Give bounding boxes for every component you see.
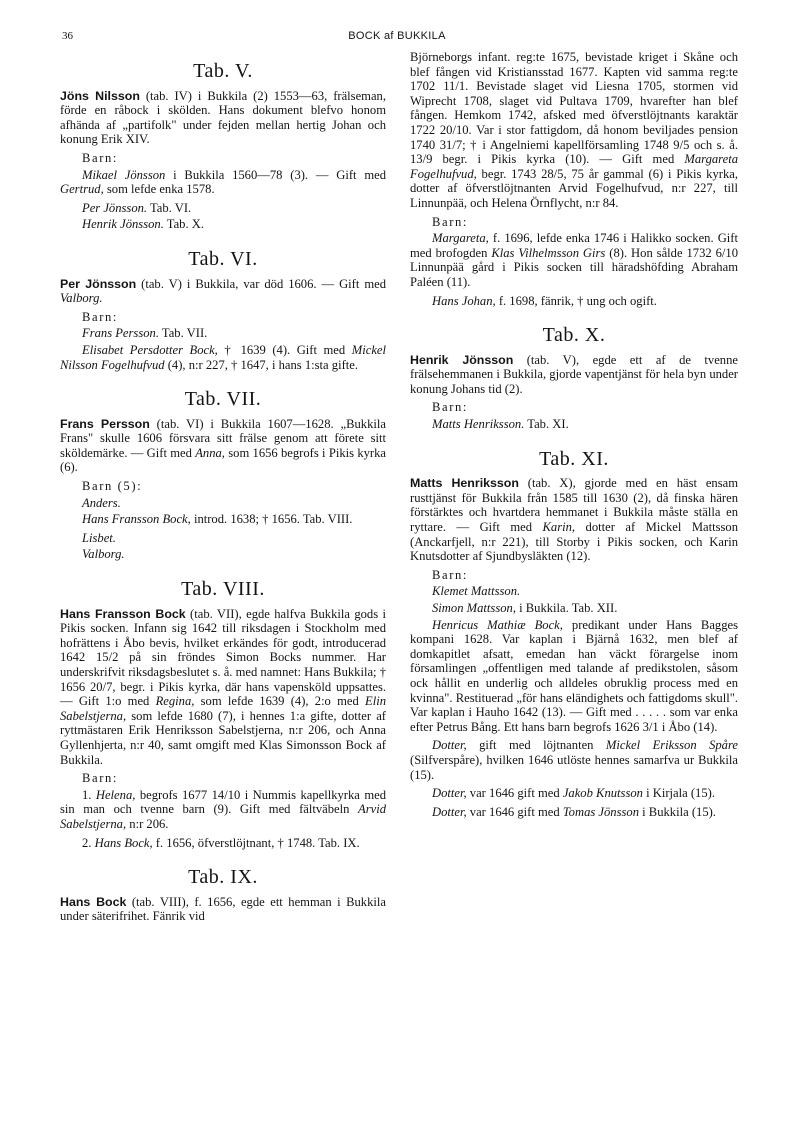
tab-vi-heading: Tab. VI. bbox=[188, 247, 258, 270]
child-entry: Frans Persson. Tab. VII. bbox=[82, 326, 208, 341]
left-column bbox=[60, 58, 386, 928]
tab-viii-heading: Tab. VIII. bbox=[181, 578, 265, 601]
child-entry: Dotter, gift med löjtnanten Mickel Eriksson Spåre (Silfverspåre), hvilken 1646 utlöste hennes samarfva ur Bukkila (15). bbox=[410, 738, 738, 782]
tab-xi-entry: Matts Henriksson (tab. X), gjorde med en häst ensam rusttjänst för Bukkila från 1585 till 1630 (2), då finska hären förstärktes och hvartdera hemmanet i Bukkila måste ställa en ryttare. — Gift med Karin, dotter af Mickel Mattsson (Anckarfjell, n:r 221), till Storby i Pikis socken, och Karin Knutsdotter af Sjundbysläkten (12). bbox=[410, 476, 739, 564]
tab-v-entry: Jöns Nilsson (tab. IV) i Bukkila (2) 1553—63, frälseman, förde en råbock i skölden. Hans dokument blefvo honom afhända af „partifolk" under fejden mellan hertig Johan och konung Erik XIV. bbox=[60, 88, 386, 147]
person-name: Matts Henriksson bbox=[410, 476, 519, 491]
child-entry: Valborg. bbox=[82, 547, 125, 562]
child-entry: Margareta, f. 1696, lefde enka 1746 i Halikko socken. Gift med brofogden Klas Vilhelmsson Girs (8). Hon sålde 1732 6/10 Linnunpää gård i Pikis socken till häradshöfding Abraham Paléen (11). bbox=[410, 231, 739, 289]
children-label: Barn: bbox=[432, 400, 468, 415]
children-label: Barn: bbox=[82, 309, 118, 324]
page-header bbox=[62, 30, 732, 46]
tab-ix-heading: Tab. IX. bbox=[188, 866, 258, 889]
tab-viii-entry: Hans Fransson Bock (tab. VII), egde halfva Bukkila gods i Pikis socken. Infann sig 1642 till riksdagen i Stockholm med hofrättens i Åbo bevis, hvilket erkändes för godt, introducerad 1642 15/2 på sin fröndes Simon Bocks nummer. Har underskrifvit riksdagsbeslutet s. å. med namnet: Hans Bukkila; † 1656 20/7, begr. i Pikis kyrka, där hans vapensköld uppsattes. — Gift 1:o med Regina, som lefde 1639 (4), 2:o med Elin Sabelstjerna, som lefde 1680 (7), i hennes 1:a gifte, dotter af ryttmästaren Erik Henriksson Sabelstjerna, n:r 206, och Anna Gyllenhjerta, n:r 40, samt omgift med Klas Simonsson Bock af Bukkila. bbox=[60, 606, 387, 767]
child-entry: Simon Mattsson, i Bukkila. Tab. XII. bbox=[432, 601, 618, 615]
page-number: 36 bbox=[62, 30, 73, 42]
person-name: Hans Bock bbox=[60, 894, 127, 909]
children-label: Barn: bbox=[432, 567, 468, 582]
person-name: Jöns Nilsson bbox=[60, 88, 140, 103]
tab-x-heading: Tab. X. bbox=[542, 324, 606, 347]
person-name: Per Jönsson bbox=[60, 276, 137, 291]
child-entry: Hans Fransson Bock, introd. 1638; † 1656. Tab. VIII. bbox=[82, 512, 353, 527]
children-label: Barn: bbox=[82, 771, 118, 786]
children-label: Barn: bbox=[432, 214, 468, 229]
child-entry: Dotter, var 1646 gift med Jakob Knutsson i Kirjala (15). bbox=[432, 786, 715, 801]
child-entry: Lisbet. bbox=[82, 530, 116, 545]
child-entry: Anders. bbox=[82, 495, 121, 510]
child-entry: Matts Henriksson. Tab. XI. bbox=[432, 417, 569, 432]
person-name: Henrik Jönsson bbox=[410, 352, 514, 367]
person-name: Hans Fransson Bock bbox=[60, 606, 186, 621]
child-entry: Henricus Mathiæ Bock, predikant under Hans Bagges kompani 1628. Var kaplan i Bjärnå 1632, men blef af domkapitlet afsatt, emedan han väckt förargelse inom församlingen „offentligen med talande af predikstolen, såsom ock hållit en underlig och alldeles obruklig process med en kvinna". Restituerad „för hans eländighets och fattigdoms skull". Var kaplan i Hauho 1642 (13). — Gift med . . . . . som var enka efter Petrus Bång. Ett hans barn begrofs 1626 3/1 i Åbo (14). bbox=[410, 617, 738, 734]
child-entry: 1. Helena, begrofs 1677 14/10 i Nummis kapellkyrka med sin man och tvenne barn (9). Gift med fältväbeln Arvid Sabelstjerna, n:r 206. bbox=[60, 787, 386, 831]
child-entry: 2. Hans Bock, f. 1656, öfverstlöjtnant, † 1748. Tab. IX. bbox=[82, 835, 360, 850]
child-entry: Henrik Jönsson. Tab. X. bbox=[82, 217, 205, 232]
tab-vii-entry: Frans Persson (tab. VI) i Bukkila 1607—1628. „Bukkila Frans" skulle 1606 försvara sitt frälse genom att förete sitt sköldemärke. — Gift med Anna, som 1656 begrofs i Pikis kyrka (6). bbox=[60, 416, 387, 475]
tab-v-heading: Tab. V. bbox=[193, 60, 253, 82]
children-label: Barn (5): bbox=[82, 479, 143, 494]
child-entry: Per Jönsson. Tab. VI. bbox=[82, 200, 192, 215]
tab-x-entry: Henrik Jönsson (tab. V), egde ett af de tvenne frälsehemmanen i Bukkila, gjorde vapentjänst för hela byn under konung Johans tid (2). bbox=[410, 352, 738, 396]
tab-ix-continuation: Björneborgs infant. reg:te 1675, bevistade kriget i Skåne och blef fången vid Kristiansstad 1677. Kapten vid samma reg:te 1702 11/1. Bevistade slaget vid Liesna 1705, stormen vid Wiprecht 1708, slaget vid Pultava 1709, hvarefter han blef fången. Hemkom 1742, afsked med öfverstlöjtnants karaktär 1722 20/10. Var i stor fattigdom, då honom beviljades pension 1740 31/7; † i Angelniemi kapellförsamling 1748 9/5 och s. å. 13/9 begr. i Pikis kyrka (10). — Gift med Margareta Fogelhufvud, begr. 1743 28/5, 75 år gammal (6) i Pikis kyrka, dotter af öfverstlöjtnanten Arvid Fogelhufvud, n:r 227, till Linnunpää, och Helena Örnflycht, n:r 84. bbox=[410, 50, 738, 210]
child-entry: Dotter, var 1646 gift med Tomas Jönsson i Bukkila (15). bbox=[432, 804, 716, 819]
person-name: Frans Persson bbox=[60, 416, 150, 431]
child-entry: Hans Johan, f. 1698, fänrik, † ung och ogift. bbox=[432, 293, 657, 308]
tab-xi-heading: Tab. XI. bbox=[539, 447, 609, 470]
child-entry: Klemet Mattsson. bbox=[432, 584, 521, 599]
running-head: BOCK af BUKKILA bbox=[348, 30, 446, 42]
children-label: Barn: bbox=[82, 150, 118, 165]
child-entry: Elisabet Persdotter Bock, † 1639 (4). Gift med Mickel Nilsson Fogelhufvud (4), n:r 227, † 1647, i hans 1:sta gifte. bbox=[60, 342, 386, 372]
right-column bbox=[410, 50, 738, 823]
tab-ix-entry: Hans Bock (tab. VIII), f. 1656, egde ett hemman i Bukkila under säterifrihet. Fänrik vid bbox=[60, 894, 386, 924]
tab-vii-heading: Tab. VII. bbox=[184, 388, 262, 411]
tab-vi-entry: Per Jönsson (tab. V) i Bukkila, var död 1606. — Gift med Valborg. bbox=[60, 276, 386, 306]
child-entry: Mikael Jönsson i Bukkila 1560—78 (3). — Gift med Gertrud, som lefde enka 1578. bbox=[60, 167, 387, 197]
